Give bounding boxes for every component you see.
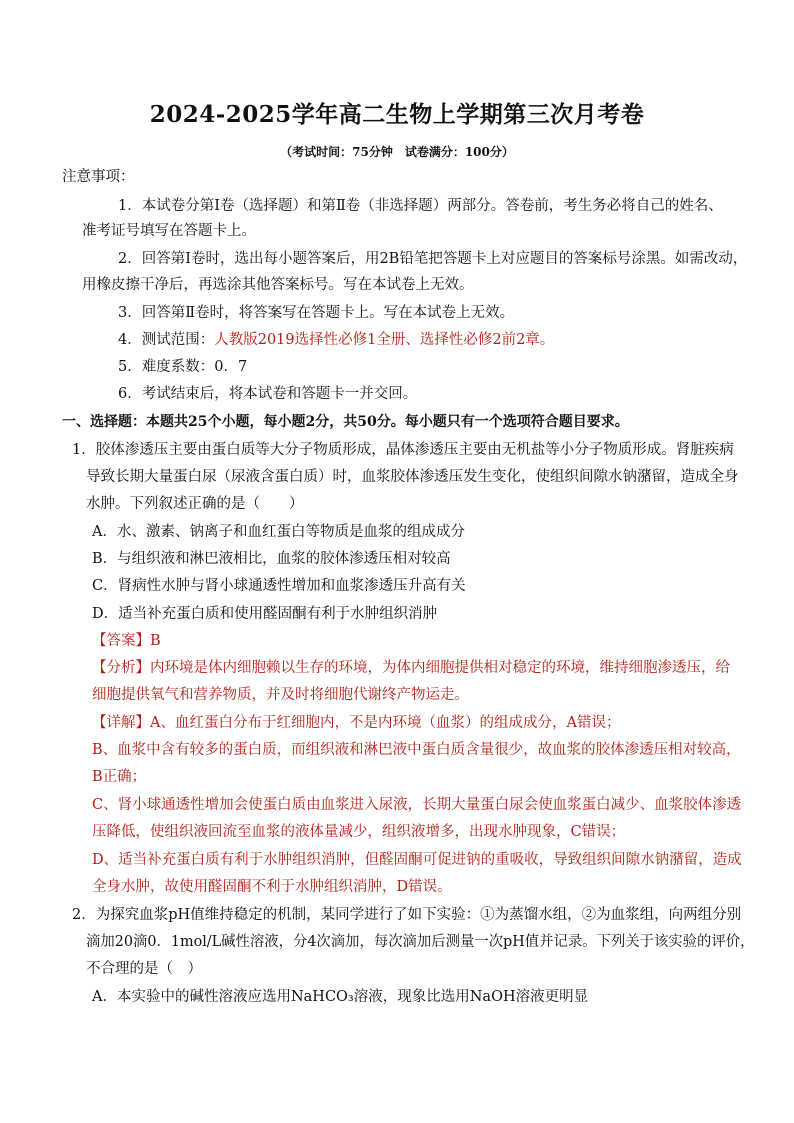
q1-analysis-line-2: 细胞提供氧气和营养物质，并及时将细胞代谢终产物运走。	[92, 687, 469, 703]
notice-item-2: 2．回答第Ⅰ卷时，选出每小题答案后，用2B铅笔把答题卡上对应题目的答案标号涂黑。如需改动，	[118, 251, 748, 267]
notice-item-1: 1．本试卷分第Ⅰ卷（选择题）和第Ⅱ卷（非选择题）两部分。答卷前，考生务必将自己的姓名、	[118, 198, 723, 214]
detail-tag: 【详解】	[92, 715, 150, 731]
q1-answer	[92, 631, 161, 651]
answer-tag: 【答案】	[92, 633, 150, 649]
detail-text: A、血红蛋白分布于红细胞内，不是内环境（血浆）的组成成分，A错误；	[150, 715, 621, 731]
exam-title: 2024-2025学年高二生物上学期第三次月考卷	[149, 101, 645, 128]
q1-option-c: C．肾病性水肿与肾小球通透性增加和血浆渗透压升高有关	[92, 578, 466, 594]
notice-item-4-prefix: 4．测试范围：	[118, 332, 215, 348]
test-range: 人教版2019选择性必修1全册、选择性必修2前2章。	[214, 332, 555, 348]
q1-option-d: D．适当补充蛋白质和使用醛固酮有利于水肿组织消肿	[92, 606, 438, 622]
q1-analysis-line-1	[92, 658, 730, 678]
notice-item-1-cont: 准考证号填写在答题卡上。	[82, 223, 256, 239]
notice-heading: 注意事项：	[62, 169, 135, 185]
notice-item-5: 5．难度系数：0．7	[118, 359, 248, 375]
notice-item-4	[118, 330, 554, 350]
q1-stem-line-3: 水肿。下列叙述正确的是（ ）	[86, 496, 304, 512]
q1-detail-line-7: 全身水肿，故使用醛固酮不利于水肿组织消肿，D错误。	[92, 879, 452, 895]
analysis-text: 内环境是体内细胞赖以生存的环境，为体内细胞提供相对稳定的环境，维持细胞渗透压，给	[150, 660, 730, 676]
q1-detail-line-6: D、适当补充蛋白质有利于水肿组织消肿，但醛固酮可促进钠的重吸收，导致组织间隙水钠潴留，造成	[92, 852, 742, 868]
analysis-tag: 【分析】	[92, 660, 150, 676]
answer-value: B	[150, 633, 161, 649]
q1-option-a: A．水、激素、钠离子和血红蛋白等物质是血浆的组成成分	[92, 524, 465, 540]
notice-item-6: 6．考试结束后，将本试卷和答题卡一并交回。	[118, 386, 418, 402]
q2-stem-line-3: 不合理的是（ ）	[86, 961, 202, 977]
q1-detail-line-5: 压降低，使组织液回流至血浆的液体量减少，组织液增多，出现水肿现象，C错误；	[92, 824, 626, 840]
q1-stem-line-1: 1．胶体渗透压主要由蛋白质等大分子物质形成，晶体渗透压主要由无机盐等小分子物质形成。肾脏疾病	[72, 442, 734, 458]
q2-option-a: A．本实验中的碱性溶液应选用NaHCO₃溶液，现象比选用NaOH溶液更明显	[92, 989, 589, 1005]
q2-stem-line-2: 滴加20滴0．1mol/L碱性溶液，分4次滴加，每次滴加后测量一次pH值并记录。下列关于该实验的评价，	[86, 934, 755, 950]
exam-subtitle: （考试时间：75分钟 试卷满分：100分）	[280, 145, 514, 159]
q1-detail-line-2: B、血浆中含有较多的蛋白质，而组织液和淋巴液中蛋白质含量很少，故血浆的胶体渗透压相对较高，	[92, 742, 741, 758]
section-heading: 一、选择题：本题共25个小题，每小题2分，共50分。每小题只有一个选项符合题目要求。	[62, 414, 629, 430]
notice-item-3: 3．回答第Ⅱ卷时，将答案写在答题卡上。写在本试卷上无效。	[118, 305, 515, 321]
q1-stem-line-2: 导致长期大量蛋白尿（尿液含蛋白质）时，血浆胶体渗透压发生变化，使组织间隙水钠潴留，造成全身	[86, 469, 739, 485]
q1-detail-line-1	[92, 713, 620, 733]
q2-stem-line-1: 2．为探究血浆pH值维持稳定的机制，某同学进行了如下实验：①为蒸馏水组，②为血浆组，向两组分别	[72, 907, 742, 923]
notice-item-2-cont: 用橡皮擦干净后，再选涂其他答案标号。写在本试卷上无效。	[82, 277, 474, 293]
q1-option-b: B．与组织液和淋巴液相比，血浆的胶体渗透压相对较高	[92, 551, 451, 567]
q1-detail-line-4: C、肾小球通透性增加会使蛋白质由血浆进入尿液，长期大量蛋白尿会使血浆蛋白减少、血浆胶体渗透	[92, 797, 742, 813]
q1-detail-line-3: B正确；	[92, 769, 147, 785]
